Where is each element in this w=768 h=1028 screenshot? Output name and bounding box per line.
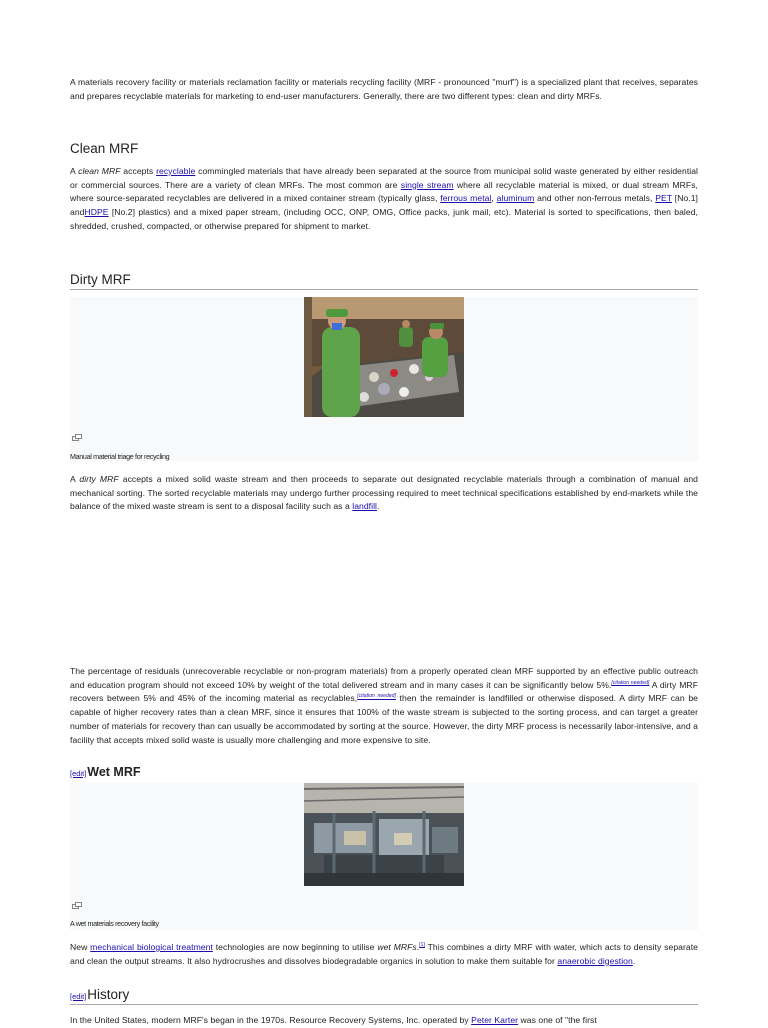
residuals-paragraph (70, 665, 698, 747)
text: A (70, 166, 79, 176)
text: In the United States, modern MRF's began in the 1970s. Resource Recovery Systems, Inc. operated by (70, 1015, 472, 1025)
dirty-mrf-paragraph (70, 473, 698, 514)
term-wet-mrfs: wet MRFs (377, 942, 417, 952)
clean-mrf-paragraph (70, 165, 698, 234)
text: [No.1] and (70, 193, 698, 218)
intro-section (70, 76, 698, 103)
link-single-stream[interactable]: single stream (400, 179, 454, 190)
figure-caption-manual-triage: Manual material triage for recycling (70, 452, 170, 461)
photo-manual-triage-image (304, 297, 464, 417)
enlarge-icon-svg (72, 902, 82, 909)
edit-link-history[interactable]: [edit] (70, 992, 87, 1001)
text: A (70, 474, 80, 484)
text: then the remainder is landfilled or otherwise disposed. A dirty MRF can be capable of higher recovery rates than a clean MRF, since it ensures that 100% of the waste stream is subjected to the sorting process, and can target a greater number of materials for recovery than can usually be accommodated by sorting at the source. However, the dirty MRF process is necessarily labor-intensive, and a facility that accepts mixed solid waste is usually more challenging and more expensive to site. (70, 693, 699, 745)
clean-mrf-section (70, 165, 698, 234)
text: . (416, 942, 420, 952)
text: New (70, 942, 91, 952)
text: . (632, 955, 636, 966)
dirty-mrf-section (70, 473, 698, 514)
citation-needed-link[interactable]: [citation needed] (357, 693, 396, 700)
edit-link-wet-mrf[interactable]: [edit] (70, 769, 87, 778)
history-heading-text: History (87, 987, 130, 1002)
text: . (377, 501, 380, 512)
text: , (491, 193, 497, 204)
text: and other non-ferrous metals, (534, 193, 656, 204)
link-peter-karter[interactable]: Peter Karter (471, 1015, 519, 1025)
history-paragraph (70, 1014, 698, 1028)
photo-manual-triage[interactable] (304, 297, 464, 417)
citation-needed-link[interactable]: [citation needed] (611, 679, 650, 686)
text: A dirty MRF recovers between 5% and 45% of the incoming material as recyclables, (70, 679, 698, 704)
text: This combines a dirty MRF with water, which acts to density separate and clean the output streams. It also hydrocrushes and dissolves biodegradable organics in solution to make them suitable for (70, 942, 698, 966)
enlarge-icon[interactable] (72, 428, 82, 435)
history-heading (70, 987, 698, 1005)
figure-manual-triage (70, 297, 698, 461)
term-clean-mrf: clean MRF (78, 166, 121, 176)
text: [No.2] plastics) and a mixed paper stream, (including OCC, ONP, OMG, Office packs, junk mail, etc). Material is sorted to specifications, then baled, shredded, crushed, compacted, or otherwise prepared for shipment to market. (70, 207, 698, 231)
photo-wet-mrf[interactable] (304, 783, 464, 886)
wet-mrf-heading-text: Wet MRF (87, 765, 141, 779)
enlarge-icon-svg (72, 434, 82, 441)
intro-paragraph: A materials recovery facility or materials reclamation facility or materials recycling facility (MRF - pronounced "murf") is a specialized plant that receives, separates and prepares recyclable materials for marketing to end-user manufacturers. Generally, there are two different types: clean and dirty MRFs. (70, 77, 698, 101)
figure-caption-wet-mrf: A wet materials recovery facility (70, 919, 159, 928)
link-landfill[interactable]: landfill (352, 501, 377, 512)
text: was one of "the first (518, 1015, 597, 1025)
reference-link[interactable]: [1] (419, 942, 425, 949)
enlarge-icon[interactable] (72, 896, 82, 903)
term-dirty-mrf: dirty MRF (79, 474, 119, 484)
wet-mrf-heading (70, 765, 141, 779)
clean-mrf-heading: Clean MRF (70, 141, 139, 156)
text: technologies are now beginning to utilise (212, 942, 378, 952)
link-recyclable[interactable]: recyclable (156, 166, 196, 176)
history-section (70, 1014, 698, 1028)
photo-wet-mrf-image (304, 783, 464, 886)
wet-mrf-section (70, 941, 698, 968)
link-anaerobic-digestion[interactable]: anaerobic digestion (557, 955, 633, 966)
text: where all recyclable material is mixed, or dual stream MRFs, where source-separated recyclables are delivered in a mixed container stream (typically glass, (70, 179, 698, 204)
link-mechanical-biological-treatment[interactable]: mechanical biological treatment (90, 942, 213, 952)
link-pet[interactable]: PET (655, 193, 672, 204)
link-ferrous-metal[interactable]: ferrous metal (440, 193, 492, 204)
wet-mrf-paragraph (70, 941, 698, 968)
link-aluminum[interactable]: aluminum (496, 193, 535, 204)
residuals-section (70, 665, 698, 747)
text: The percentage of residuals (unrecoverable recyclable or non-program materials) from a properly operated clean MRF supported by an effective public outreach and education program should not exceed 10% by weight of the total delivered stream and in many cases it can be significantly below 5%. (70, 666, 698, 690)
text: accepts a mixed solid waste stream and then proceeds to separate out designated recyclable materials through a combination of manual and mechanical sorting. The sorted recyclable materials may undergo further processing required to meet technical specifications established by end-markets while the balance of the mixed waste stream is sent to a disposal facility such as a (70, 474, 698, 512)
text: accepts (120, 166, 157, 176)
text: commingled materials that have already been separated at the source from municipal solid waste generated by either residential or commercial sources. There are a variety of clean MRFs. The most common are (70, 166, 699, 190)
link-hdpe[interactable]: HDPE (84, 207, 109, 218)
dirty-mrf-heading: Dirty MRF (70, 272, 698, 290)
figure-wet-mrf (70, 783, 698, 930)
